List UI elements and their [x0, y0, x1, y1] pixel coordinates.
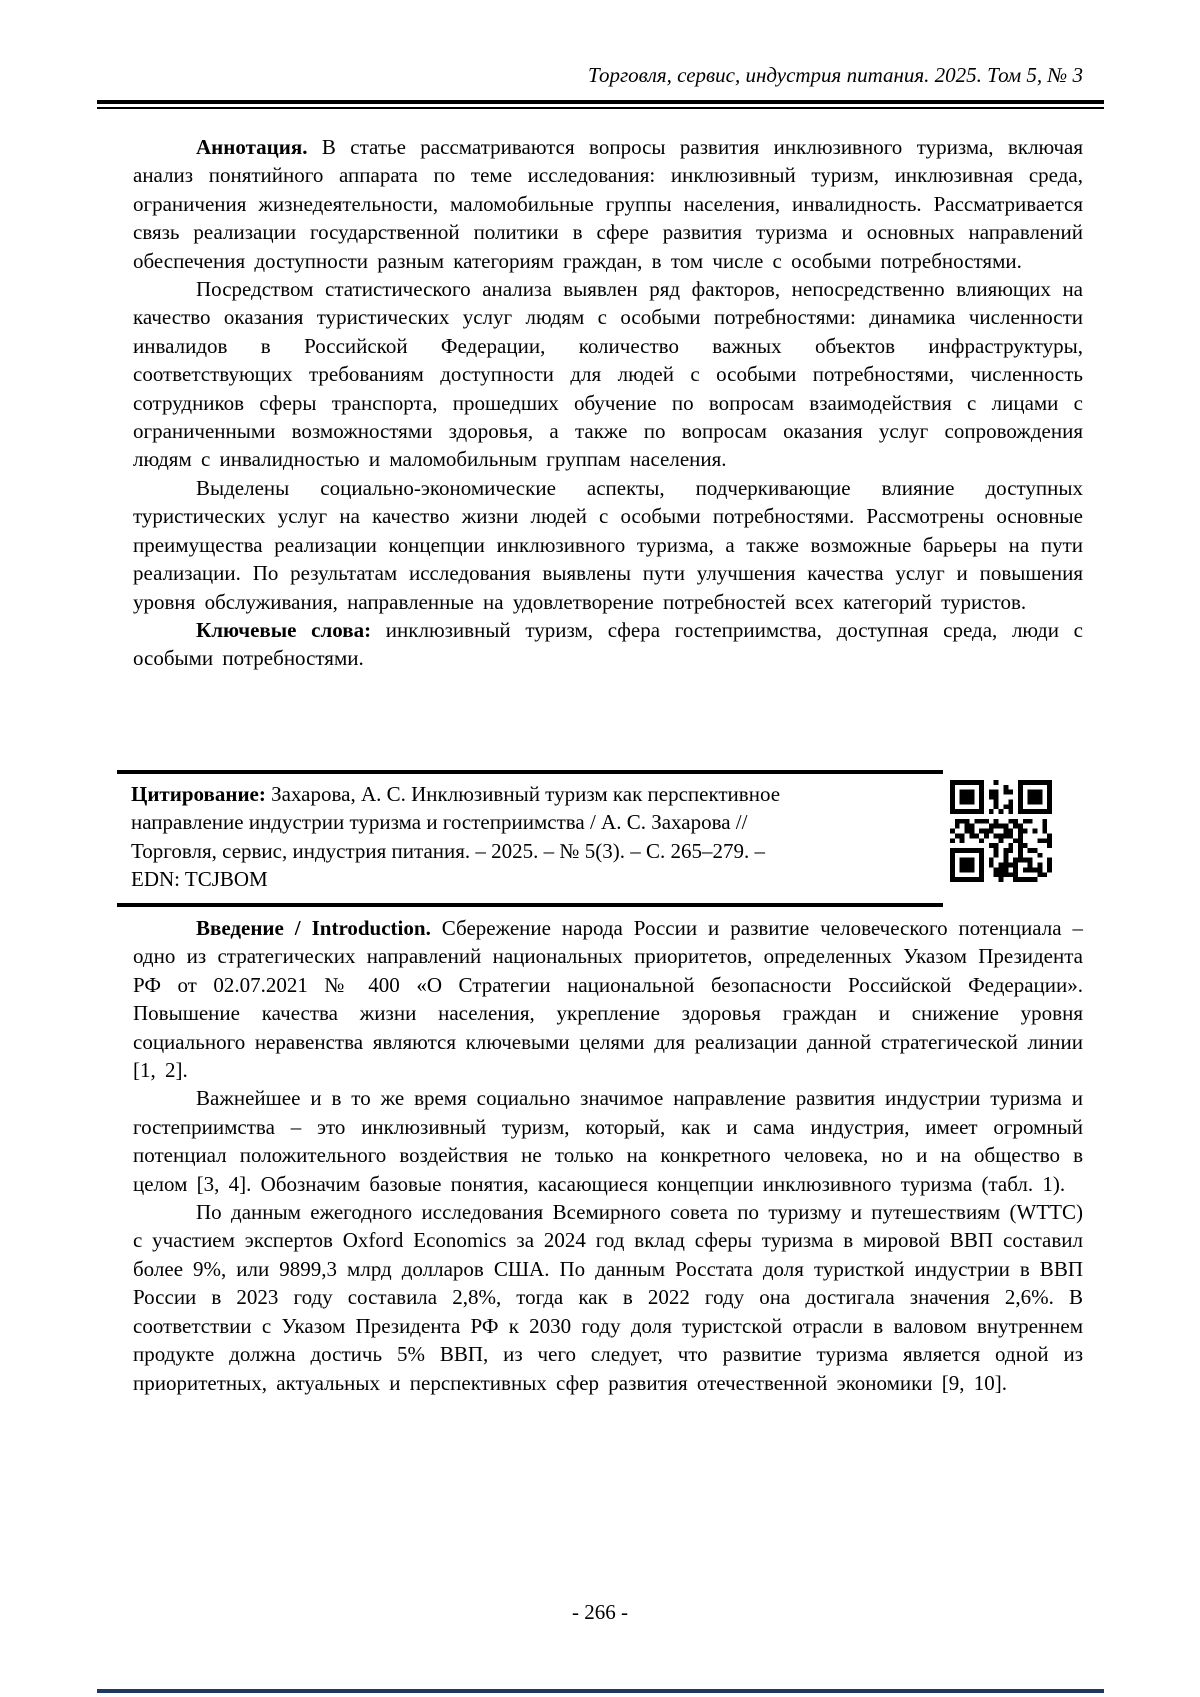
abstract-paragraph-2: Посредством статистического анализа выявлен ряд факторов, непосредственно влияющих на качество оказания туристических услуг людям с особыми потребностями: динамика численности инвалидов в Российской Федерации, количество важных объектов инфраструктуры, соответствующих требованиям доступности для людей с особыми потребностями, численность сотрудников сферы транспорта, прошедших обучение по вопросам взаимодействия с лицами с ограниченными возможностями здоровья, а также по вопросам оказания услуг сопровождения людям с инвалидностью и маломобильным группам населения. [133, 277, 1083, 472]
annotation-label: Аннотация. [196, 135, 308, 159]
introduction-paragraph-3: По данным ежегодного исследования Всемирного совета по туризму и путешествиям (WTTC) с участием экспертов Oxford Economics за 2024 год вклад сферы туризма в мировой ВВП составил более 9%, или 9899,3 млрд долларов США. По данным Росстата доля туристкой индустрии в ВВП России в 2023 году составила 2,8%, тогда как в 2022 году она достигала значения 2,6%. В соответствии с Указом Президента РФ к 2030 году доля туристской отрасли в валовом внутреннем продукте должна достичь 5% ВВП, из чего следует, что развитие туризма является одной из приоритетных, актуальных и перспективных сфер развития отечественной экономики [9, 10]. [133, 1200, 1083, 1395]
footer-rule [97, 1689, 1104, 1693]
page-number: - 266 - [572, 1600, 628, 1624]
keywords-label: Ключевые слова: [196, 617, 372, 642]
annotation-text: В статье рассматриваются вопросы развития инклюзивного туризма, включая анализ понятийного аппарата по теме исследования: инклюзивный туризм, инклюзивная среда, ограничения жизнедеятельности, маломобильные группы населения, инвалидность. Рассматривается связь реализации государственной политики в сфере развития туризма и основных направлений обеспечения доступности разным категориям граждан, в том числе с особыми потребностями. [133, 135, 1083, 273]
qr-code-icon [950, 780, 1052, 882]
keywords-text: инклюзивный туризм, сфера гостеприимства, доступная среда, люди с особыми потребностями. [133, 617, 1083, 671]
citation-paragraph [131, 780, 935, 894]
header-double-rule [97, 100, 1104, 109]
citation-text: Захарова, А. С. Инклюзивный туризм как перспективное направление индустрии туризма и гостеприимства / А. С. Захарова // Торговля, сервис, индустрия питания. – 2025. – № 5(3). – С. 265–279. – EDN: TCJBOM [131, 782, 781, 892]
citation-box [117, 770, 943, 907]
abstract-paragraph-annotation [133, 133, 1083, 275]
journal-header-line: Торговля, сервис, индустрия питания. 2025. Том 5, № 3 [588, 63, 1083, 87]
citation-label: Цитирование: [131, 782, 266, 806]
introduction-heading-label: Введение / Introduction. [196, 916, 431, 940]
introduction-text-1: Сбережение народа России и развитие человеческого потенциала – одно из стратегических направлений национальных приоритетов, определенных Указом Президента РФ от 02.07.2021 № 400 «О Стратегии национальной безопасности Российской Федерации». Повышение качества жизни населения, укрепление здоровья граждан и снижение уровня социального неравенства являются ключевыми целями для реализации данной стратегической линии [1, 2]. [133, 916, 1083, 1083]
keywords-paragraph [133, 616, 1083, 673]
introduction-paragraph-2: Важнейшее и в то же время социально значимое направление развития индустрии туризма и гостеприимства – это инклюзивный туризм, который, как и сама индустрия, имеет огромный потенциал положительного воздействия не только на конкретного человека, но и на общество в целом [3, 4]. Обозначим базовые понятия, касающиеся концепции инклюзивного туризма (табл. 1). [133, 1086, 1083, 1196]
abstract-block [133, 133, 1083, 673]
introduction-block [133, 914, 1083, 1397]
abstract-paragraph-3: Выделены социально-экономические аспекты, подчеркивающие влияние доступных туристических услуг на качество жизни людей с особыми потребностями. Рассмотрены основные преимущества реализации концепции инклюзивного туризма, а также возможные барьеры на пути реализации. По результатам исследования выявлены пути улучшения качества услуг и повышения уровня обслуживания, направленные на удовлетворение потребностей всех категорий туристов. [133, 475, 1083, 614]
introduction-paragraph-1 [133, 914, 1083, 1084]
